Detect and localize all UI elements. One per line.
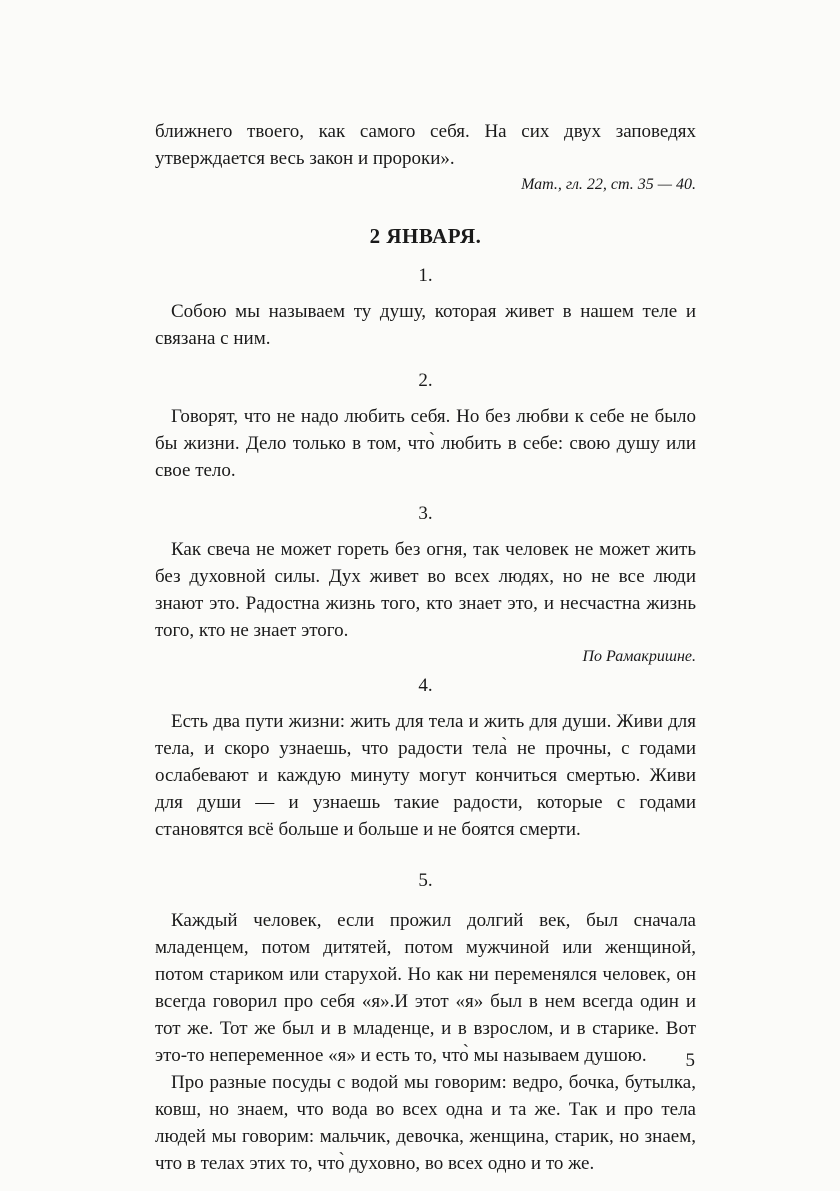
section-3-paragraph: Как свеча не может гореть без огня, так человек не может жить без духовной силы. Дух живет во всех людях, но не все люди знают это. Радостна жизнь того, кто знает это, и несчастна жизнь того, кто не знает этого. bbox=[155, 539, 696, 641]
section-number-3: 3. bbox=[418, 503, 433, 524]
section-number-2: 2. bbox=[418, 370, 433, 391]
section-2-paragraph: Говорят, что не надо любить себя. Но без любви к себе не было бы жизни. Дело только в том, что̀ любить в себе: свою душу или свое тело. bbox=[155, 406, 696, 481]
section-number-1: 1. bbox=[418, 265, 433, 286]
page-number: 5 bbox=[685, 1050, 695, 1071]
intro-paragraph: ближнего твоего, как самого себя. На сих двух заповедях утверждается весь закон и пророки». bbox=[155, 121, 696, 169]
section-4-paragraph: Есть два пути жизни: жить для тела и жить для души. Живи для тела, и скоро узнаешь, что радости тела̀ не прочны, с годами ослабевают и каждую минуту могут кончиться смертью. Живи для души — и узнаешь такие радости, которые с годами становятся всё больше и больше и не боятся смерти. bbox=[155, 711, 696, 840]
section-number-4: 4. bbox=[418, 675, 433, 696]
section-3-source: По Рамакришне. bbox=[582, 648, 696, 665]
section-5-paragraph-1: Каждый человек, если прожил долгий век, был сначала младенцем, потом дитятей, потом мужчиной или женщиной, потом стариком или старухой. Но как ни переменялся человек, он всегда говорил про себя «я».И этот «я» был в нем всегда один и тот же. Тот же был и в младенце, и в взрослом, и в старике. Вот это-то непеременное «я» и есть то, что̀ мы называем душою. bbox=[155, 910, 696, 1066]
section-number-5: 5. bbox=[418, 870, 433, 891]
day-heading: 2 ЯНВАРЯ. bbox=[369, 224, 482, 248]
section-5-paragraph-2: Про разные посуды с водой мы говорим: ведро, бочка, бутылка, ковш, но знаем, что вода во всех одна и та же. Так и про тела людей мы говорим: мальчик, девочка, женщина, старик, но знаем, что в телах этих то, что̀ духовно, во всех одно и то же. bbox=[155, 1072, 696, 1174]
section-1-paragraph: Собою мы называем ту душу, которая живет в нашем теле и связана с ним. bbox=[155, 301, 696, 349]
intro-source: Мат., гл. 22, ст. 35 — 40. bbox=[521, 176, 696, 193]
text-column bbox=[155, 118, 696, 1177]
